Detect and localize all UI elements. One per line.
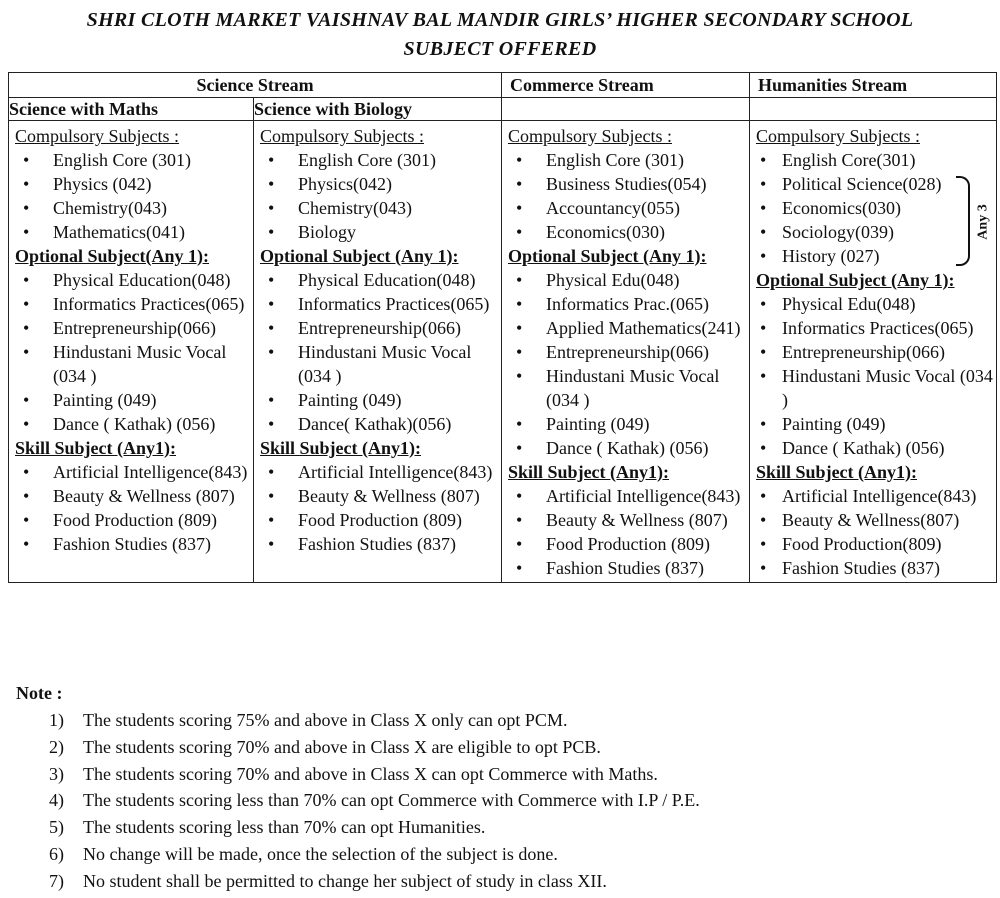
subject-item: • Beauty & Wellness(807) [756, 508, 994, 532]
compulsory-group [756, 148, 994, 268]
note-text: The students scoring less than 70% can opt Commerce with Commerce with I.P / P.E. [83, 790, 700, 811]
subjects-offered-heading: SUBJECT OFFERED [403, 38, 597, 60]
optional-list [508, 268, 747, 460]
note-number: 2) [49, 736, 64, 757]
subject-item: • Hindustani Music Vocal (034 ) [260, 340, 499, 388]
subject-item: • Painting (049) [508, 412, 747, 436]
subject-item: • Entrepreneurship(066) [756, 340, 994, 364]
subject-item: • Beauty & Wellness (807) [15, 484, 251, 508]
subject-item: • Beauty & Wellness (807) [508, 508, 747, 532]
note-item [16, 761, 976, 788]
subject-item: • Chemistry(043) [15, 196, 251, 220]
optional-title: Optional Subject (Any 1): [260, 246, 459, 266]
compulsory-title: Compulsory Subjects : [508, 126, 673, 146]
subject-item: • Hindustani Music Vocal (034 ) [15, 340, 251, 388]
subject-item: • Fashion Studies (837) [508, 556, 747, 580]
subject-item: • Physical Education(048) [15, 268, 251, 292]
subject-item: • Economics(030) [756, 196, 994, 220]
subject-item: • Applied Mathematics(241) [508, 316, 747, 340]
subject-item: • Physics (042) [15, 172, 251, 196]
optional-list [15, 268, 251, 436]
note-number: 7) [49, 870, 64, 891]
subject-item: • Economics(030) [508, 220, 747, 244]
subject-item: • Physical Education(048) [260, 268, 499, 292]
subject-item: • Mathematics(041) [15, 220, 251, 244]
any-3-label: Any 3 [975, 204, 991, 240]
compulsory-list [15, 148, 251, 244]
subject-item: • Physics(042) [260, 172, 499, 196]
note-title: Note : [16, 683, 63, 703]
science-stream-header: Science Stream [9, 73, 502, 98]
optional-title: Optional Subject(Any 1): [15, 246, 210, 266]
note-item [16, 868, 976, 895]
subject-item: • History (027) [756, 244, 994, 268]
note-item [16, 734, 976, 761]
note-number: 3) [49, 763, 64, 784]
subject-item: • Hindustani Music Vocal (034 ) [508, 364, 747, 412]
subject-item: • English Core (301) [508, 148, 747, 172]
notes-list [16, 707, 976, 895]
subject-item: • Accountancy(055) [508, 196, 747, 220]
subject-item: • Physical Edu(048) [756, 292, 994, 316]
humanities-stream-header: Humanities Stream [750, 73, 997, 98]
subject-item: • Physical Edu(048) [508, 268, 747, 292]
optional-title: Optional Subject (Any 1): [508, 246, 707, 266]
subject-item: • Artificial Intelligence(843) [508, 484, 747, 508]
compulsory-list [508, 148, 747, 244]
subject-item: • Artificial Intelligence(843) [260, 460, 499, 484]
note-number: 5) [49, 817, 64, 838]
skill-list [15, 460, 251, 556]
subject-item: • Chemistry(043) [260, 196, 499, 220]
subject-item: • Entrepreneurship(066) [15, 316, 251, 340]
commerce-stream-header: Commerce Stream [502, 73, 750, 98]
skill-list [508, 484, 747, 580]
skill-title: Skill Subject (Any1): [756, 462, 918, 482]
note-text: The students scoring 70% and above in Class X are eligible to opt PCB. [83, 736, 601, 757]
note-item [16, 787, 976, 814]
optional-list [756, 292, 994, 460]
subject-item: • English Core (301) [15, 148, 251, 172]
subject-item: • Food Production (809) [260, 508, 499, 532]
skill-title: Skill Subject (Any1): [260, 438, 422, 458]
subject-item: • Fashion Studies (837) [15, 532, 251, 556]
subjects-table [8, 72, 997, 583]
skill-title: Skill Subject (Any1): [508, 462, 670, 482]
compulsory-title: Compulsory Subjects : [15, 126, 180, 146]
optional-list [260, 268, 499, 436]
subject-item: • Dance( Kathak)(056) [260, 412, 499, 436]
subject-item: • Artificial Intelligence(843) [15, 460, 251, 484]
subject-item: • Biology [260, 220, 499, 244]
subject-item: • Dance ( Kathak) (056) [756, 436, 994, 460]
note-item [16, 841, 976, 868]
note-number: 4) [49, 790, 64, 811]
humanities-column [750, 121, 997, 583]
subject-item: • Political Science(028) [756, 172, 994, 196]
subject-item: • Food Production (809) [15, 508, 251, 532]
compulsory-title: Compulsory Subjects : [756, 126, 921, 146]
note-text: No student shall be permitted to change her subject of study in class XII. [83, 870, 607, 891]
subject-item: • Fashion Studies (837) [260, 532, 499, 556]
commerce-column [502, 121, 750, 583]
subject-item: • Sociology(039) [756, 220, 994, 244]
note-text: The students scoring 70% and above in Class X can opt Commerce with Maths. [83, 763, 658, 784]
science-maths-header: Science with Maths [9, 98, 254, 121]
subject-item: • English Core (301) [260, 148, 499, 172]
notes-section [16, 681, 976, 895]
subject-item: • Dance ( Kathak) (056) [15, 412, 251, 436]
humanities-subheader-empty [750, 98, 997, 121]
science-biology-header: Science with Biology [254, 98, 502, 121]
subject-item: • Entrepreneurship(066) [260, 316, 499, 340]
note-text: The students scoring less than 70% can opt Humanities. [83, 817, 486, 838]
subject-item: • Painting (049) [756, 412, 994, 436]
subject-item: • Dance ( Kathak) (056) [508, 436, 747, 460]
note-item [16, 707, 976, 734]
science-maths-column [9, 121, 254, 583]
subject-item: • Informatics Practices(065) [260, 292, 499, 316]
compulsory-title: Compulsory Subjects : [260, 126, 425, 146]
note-number: 6) [49, 843, 64, 864]
note-item [16, 814, 976, 841]
science-biology-column [254, 121, 502, 583]
commerce-subheader-empty [502, 98, 750, 121]
subject-item: • Informatics Practices(065) [15, 292, 251, 316]
subject-item: • Painting (049) [260, 388, 499, 412]
subject-item: • Fashion Studies (837) [756, 556, 994, 580]
subject-item: • Informatics Practices(065) [756, 316, 994, 340]
subject-item: • Artificial Intelligence(843) [756, 484, 994, 508]
skill-list [756, 484, 994, 580]
note-text: The students scoring 75% and above in Class X only can opt PCM. [83, 710, 568, 730]
skill-list [260, 460, 499, 556]
school-name-heading: SHRI CLOTH MARKET VAISHNAV BAL MANDIR GIRLS’ HIGHER SECONDARY SCHOOL [86, 9, 914, 31]
subject-item: • Hindustani Music Vocal (034 ) [756, 364, 994, 412]
compulsory-list [260, 148, 499, 244]
subject-item: • Beauty & Wellness (807) [260, 484, 499, 508]
subject-item: • Food Production(809) [756, 532, 994, 556]
note-number: 1) [49, 710, 64, 730]
brace-shape [956, 176, 970, 266]
optional-title: Optional Subject (Any 1): [756, 270, 955, 290]
subject-item: • Informatics Prac.(065) [508, 292, 747, 316]
any-3-bracket [956, 176, 991, 262]
subject-item: • Business Studies(054) [508, 172, 747, 196]
subject-item: • English Core(301) [756, 148, 994, 172]
skill-title: Skill Subject (Any1): [15, 438, 177, 458]
subject-item: • Entrepreneurship(066) [508, 340, 747, 364]
note-text: No change will be made, once the selection of the subject is done. [83, 843, 558, 864]
subject-item: • Food Production (809) [508, 532, 747, 556]
subject-item: • Painting (049) [15, 388, 251, 412]
